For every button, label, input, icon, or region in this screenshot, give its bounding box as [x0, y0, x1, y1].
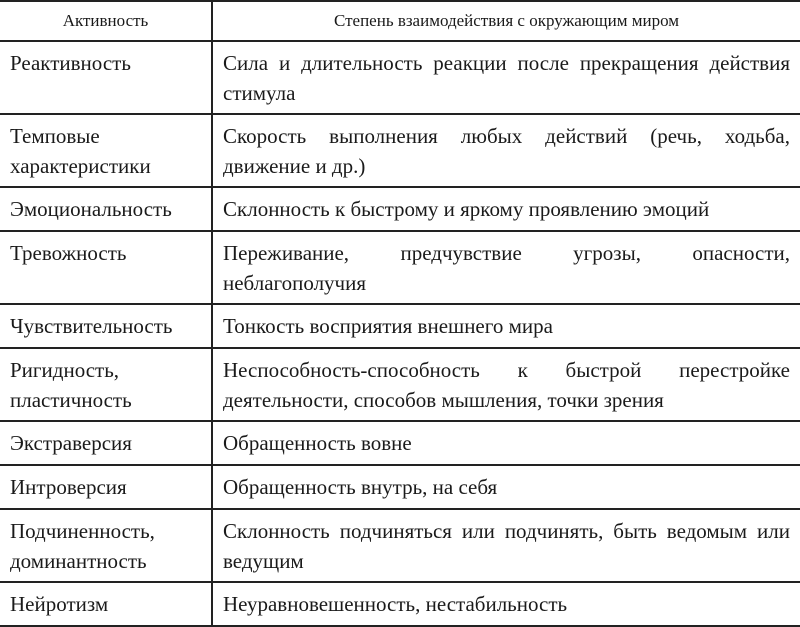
- table-row: [0, 231, 800, 304]
- description-cell: Тонкость восприятия внешнего мира: [212, 304, 800, 348]
- description-cell: Переживание, предчувствие угрозы, опасности, неблагополучия: [212, 231, 800, 304]
- description-cell: Склонность к быстрому и яркому проявлению эмоций: [212, 187, 800, 231]
- table-row: [0, 465, 800, 509]
- trait-cell: Темповые характеристики: [0, 114, 212, 187]
- description-cell: Склонность подчиняться или подчинять, быть ведомым или ведущим: [212, 509, 800, 582]
- trait-cell: Реактивность: [0, 41, 212, 114]
- trait-cell: Интроверсия: [0, 465, 212, 509]
- table-row: [0, 304, 800, 348]
- table-row: [0, 187, 800, 231]
- header-activity: Активность: [0, 1, 212, 41]
- description-cell: Неуравновешенность, нестабильность: [212, 582, 800, 626]
- table-row: [0, 582, 800, 626]
- description-cell: Сила и длительность реакции после прекращения действия стимула: [212, 41, 800, 114]
- trait-cell: Чувствительность: [0, 304, 212, 348]
- table-row: [0, 114, 800, 187]
- description-cell: Обращенность внутрь, на себя: [212, 465, 800, 509]
- description-cell: Неспособность-способность к быстрой перестройке деятельности, способов мышления, точки зрения: [212, 348, 800, 421]
- trait-cell: Тревожность: [0, 231, 212, 304]
- table-row: [0, 421, 800, 465]
- trait-cell: Нейротизм: [0, 582, 212, 626]
- trait-cell: Ригидность, пластичность: [0, 348, 212, 421]
- description-cell: Обращенность вовне: [212, 421, 800, 465]
- trait-cell: Экстраверсия: [0, 421, 212, 465]
- trait-cell: Подчиненность, доминантность: [0, 509, 212, 582]
- description-cell: Скорость выполнения любых действий (речь, ходьба, движение и др.): [212, 114, 800, 187]
- table-row: [0, 41, 800, 114]
- header-interaction-degree: Степень взаимодействия с окружающим миром: [212, 1, 800, 41]
- trait-cell: Эмоциональность: [0, 187, 212, 231]
- table-row: [0, 509, 800, 582]
- table-row: [0, 348, 800, 421]
- header-row: [0, 1, 800, 41]
